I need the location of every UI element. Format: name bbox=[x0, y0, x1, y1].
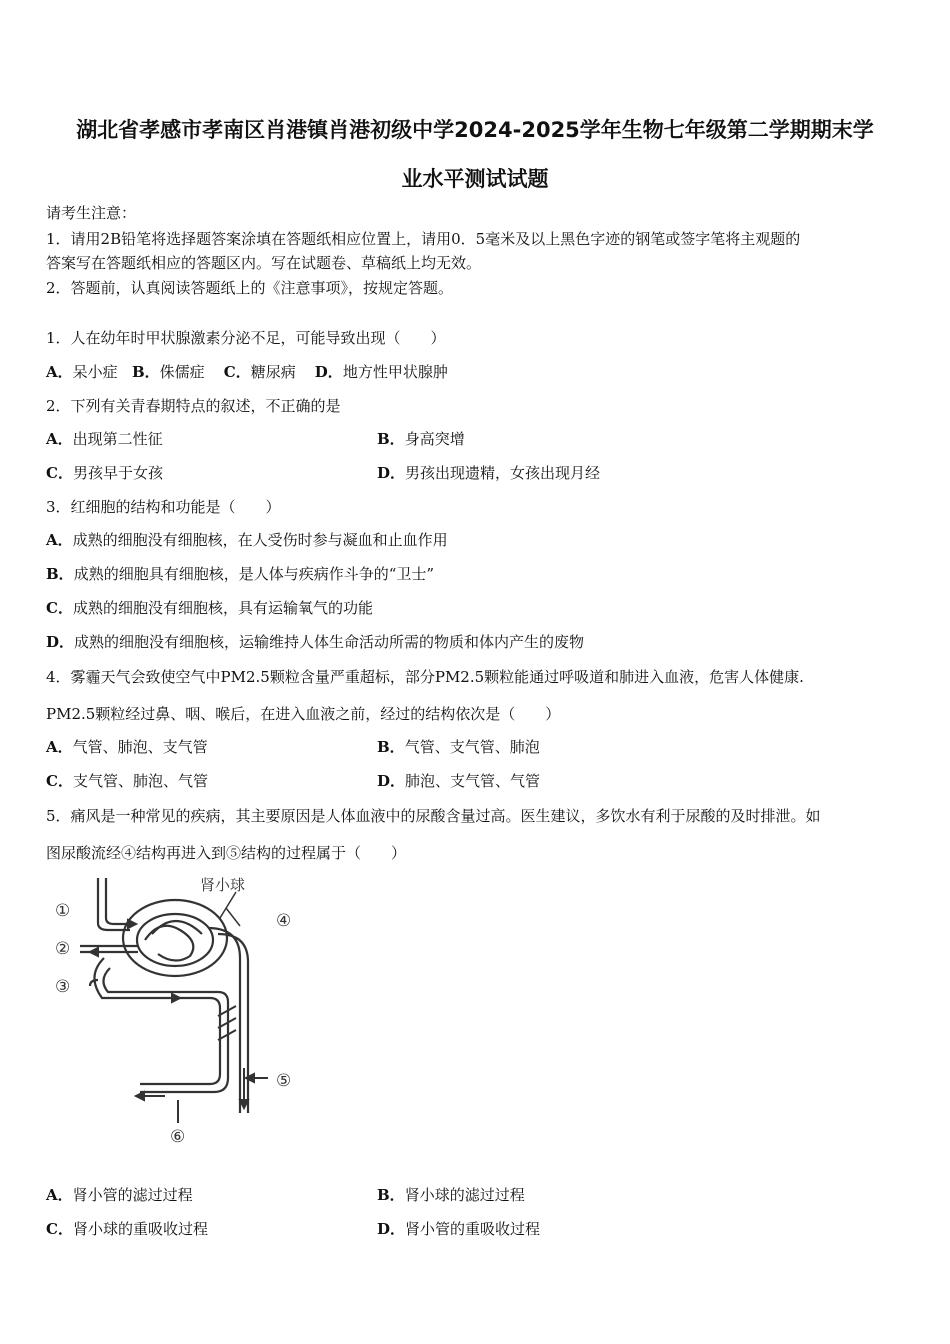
notice-heading: 请考生注意： bbox=[46, 204, 137, 222]
q4-option-b bbox=[377, 736, 540, 757]
label-2: ② bbox=[55, 939, 71, 959]
q5-option-b-text: 肾小球的滤过过程 bbox=[404, 1186, 525, 1204]
q2-option-c bbox=[46, 462, 163, 483]
nephron-diagram bbox=[40, 868, 310, 1158]
q3-stem: 3．红细胞的结构和功能是（ ） bbox=[46, 498, 281, 516]
q3-option-c-label: C． bbox=[46, 599, 73, 617]
glomerulus-coil bbox=[145, 926, 193, 961]
q5-option-d-label: D． bbox=[377, 1220, 406, 1238]
q2-option-d bbox=[377, 462, 600, 483]
q5-option-c-label: C． bbox=[46, 1220, 73, 1238]
q3-option-b-text: 成熟的细胞具有细胞核，是人体与疾病作斗争的“卫士” bbox=[73, 565, 435, 583]
q4-option-a-text: 气管、肺泡、支气管 bbox=[72, 738, 208, 756]
label-5: ⑤ bbox=[276, 1071, 292, 1091]
q2-option-b-label: B． bbox=[377, 430, 405, 448]
q2-option-b-text: 身高突增 bbox=[404, 430, 465, 448]
afferent-vessel bbox=[98, 878, 130, 930]
q4-option-a-label: A． bbox=[46, 738, 73, 756]
q4-option-b-label: B． bbox=[377, 738, 405, 756]
q2-option-b bbox=[377, 428, 465, 449]
q2-option-d-label: D． bbox=[377, 464, 406, 482]
q5-option-d bbox=[377, 1218, 540, 1239]
q5-option-a-text: 肾小管的滤过过程 bbox=[72, 1186, 193, 1204]
q1-option-b: 侏儒症 bbox=[159, 363, 205, 381]
q1-option-d-label: D． bbox=[314, 363, 343, 381]
q4-option-d-label: D． bbox=[377, 772, 406, 790]
notice-item-1a: 1．请用2B铅笔将选择题答案涂填在答题纸相应位置上，请用0．5毫米及以上黑色字迹的钢笔或签字笔将主观题的 bbox=[46, 230, 801, 248]
q1-option-b-label: B． bbox=[131, 363, 160, 381]
page-title-line-1: 湖北省孝感市孝南区肖港镇肖港初级中学2024-2025学年生物七年级第二学期期末学 bbox=[76, 118, 874, 142]
peritubular-capillary bbox=[208, 928, 240, 1113]
q1-stem: 1．人在幼年时甲状腺激素分泌不足，可能导致出现（ ） bbox=[46, 329, 446, 347]
q3-option-d bbox=[46, 631, 584, 652]
q3-option-d-label: D． bbox=[46, 633, 75, 651]
q4-option-a bbox=[46, 736, 208, 757]
q5-option-b bbox=[377, 1184, 525, 1205]
q2-option-c-label: C． bbox=[46, 464, 73, 482]
q5-option-b-label: B． bbox=[377, 1186, 405, 1204]
page-title-line-2: 业水平测试试题 bbox=[401, 167, 549, 191]
q4-option-b-text: 气管、支气管、肺泡 bbox=[404, 738, 540, 756]
q4-option-c-label: C． bbox=[46, 772, 73, 790]
q1-option-a: 呆小症 bbox=[72, 363, 118, 381]
q3-option-b-label: B． bbox=[46, 565, 74, 583]
q5-option-d-text: 肾小管的重吸收过程 bbox=[405, 1220, 541, 1238]
q3-option-b bbox=[46, 563, 434, 584]
q5-stem-a: 5．痛风是一种常见的疾病，其主要原因是人体血液中的尿酸含量过高。医生建议，多饮水有利于尿酸的及时排泄。如 bbox=[46, 807, 821, 825]
q4-option-d bbox=[377, 770, 540, 791]
q5-option-c-text: 肾小球的重吸收过程 bbox=[72, 1220, 208, 1238]
q4-stem-a: 4．雾霾天气会致使空气中PM2.5颗粒含量严重超标，部分PM2.5颗粒能通过呼吸道和肺进入血液，危害人体健康. bbox=[46, 668, 804, 686]
q5-option-c bbox=[46, 1218, 208, 1239]
q2-option-a-text: 出现第二性征 bbox=[72, 430, 163, 448]
q4-stem-b: PM2.5颗粒经过鼻、咽、喉后，在进入血液之前，经过的结构依次是（ ） bbox=[46, 705, 561, 723]
q1-option-c: 糖尿病 bbox=[250, 363, 296, 381]
q5-option-a-label: A． bbox=[46, 1186, 73, 1204]
q2-option-c-text: 男孩早于女孩 bbox=[72, 464, 163, 482]
q1-option-a-label: A． bbox=[46, 363, 73, 381]
q4-option-c-text: 支气管、肺泡、气管 bbox=[72, 772, 208, 790]
label-4: ④ bbox=[276, 911, 292, 931]
bowman-capsule bbox=[123, 900, 227, 976]
q3-option-a-label: A． bbox=[46, 531, 73, 549]
label-1: ① bbox=[55, 901, 71, 921]
q5-stem-b: 图尿酸流经④结构再进入到⑤结构的过程属于（ ） bbox=[46, 844, 407, 862]
renal-tubule bbox=[103, 968, 228, 1092]
q2-option-a bbox=[46, 428, 163, 449]
notice-item-2: 2．答题前，认真阅读答题纸上的《注意事项》，按规定答题。 bbox=[46, 279, 454, 297]
label-6: ⑥ bbox=[170, 1127, 186, 1147]
label-3: ③ bbox=[55, 977, 71, 997]
q2-option-a-label: A． bbox=[46, 430, 73, 448]
q1-option-c-label: C． bbox=[223, 363, 251, 381]
q4-option-c bbox=[46, 770, 208, 791]
q3-option-c bbox=[46, 597, 373, 618]
q1-option-d: 地方性甲状腺肿 bbox=[342, 363, 448, 381]
q2-option-d-text: 男孩出现遗精，女孩出现月经 bbox=[405, 464, 601, 482]
q2-stem: 2．下列有关青春期特点的叙述，不正确的是 bbox=[46, 397, 341, 415]
q3-option-c-text: 成熟的细胞没有细胞核，具有运输氧气的功能 bbox=[72, 599, 373, 617]
q5-option-a bbox=[46, 1184, 193, 1205]
label-glomerulus: 肾小球 bbox=[200, 876, 246, 894]
q3-option-a-text: 成熟的细胞没有细胞核，在人受伤时参与凝血和止血作用 bbox=[72, 531, 448, 549]
notice-item-1b: 答案写在答题纸相应的答题区内。写在试题卷、草稿纸上均无效。 bbox=[46, 254, 482, 272]
q3-option-d-text: 成熟的细胞没有细胞核，运输维持人体生命活动所需的物质和体内产生的废物 bbox=[74, 633, 585, 651]
q3-option-a bbox=[46, 529, 448, 550]
q4-option-d-text: 肺泡、支气管、气管 bbox=[405, 772, 541, 790]
q1-options bbox=[46, 361, 448, 382]
